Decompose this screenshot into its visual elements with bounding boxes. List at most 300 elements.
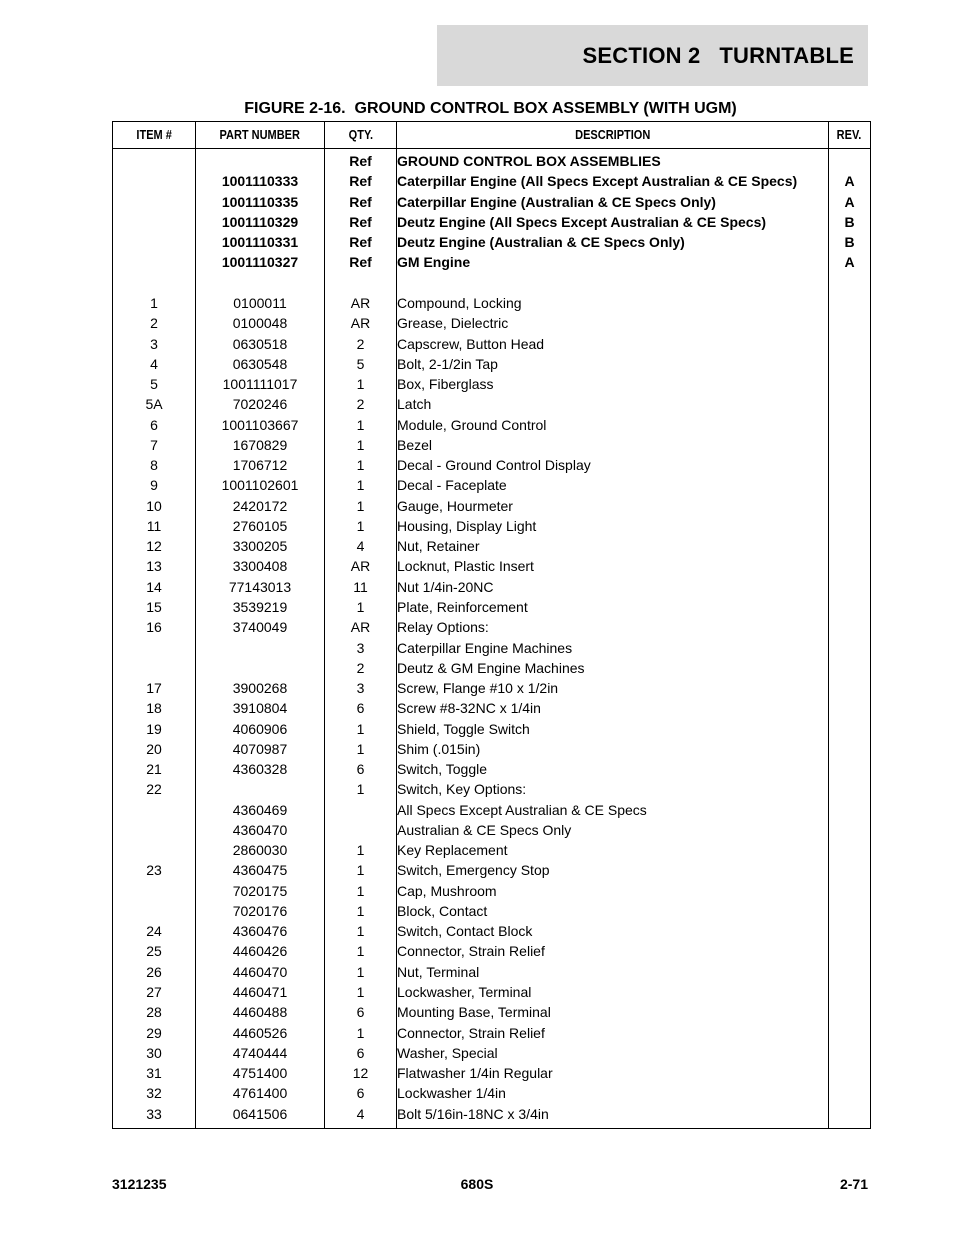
item-number-cell: 31 bbox=[113, 1063, 196, 1083]
revision-cell bbox=[829, 354, 871, 374]
description-cell: Nut 1/4in-20NC bbox=[397, 577, 829, 597]
part-number-cell: 7020175 bbox=[196, 881, 325, 901]
revision-cell bbox=[829, 1063, 871, 1083]
table-row bbox=[113, 496, 871, 516]
footer-model: 680S bbox=[460, 1176, 494, 1192]
revision-cell bbox=[829, 840, 871, 860]
item-number-cell: 5A bbox=[113, 394, 196, 414]
item-number-cell: 16 bbox=[113, 617, 196, 637]
description-cell: Compound, Locking bbox=[397, 293, 829, 313]
part-number-cell: 1670829 bbox=[196, 435, 325, 455]
description-cell: Screw, Flange #10 x 1/2in bbox=[397, 678, 829, 698]
revision-cell: A bbox=[829, 192, 871, 212]
table-row bbox=[113, 718, 871, 738]
description-cell: Flatwasher 1/4in Regular bbox=[397, 1063, 829, 1083]
part-number-cell: 3910804 bbox=[196, 698, 325, 718]
quantity-cell bbox=[325, 800, 397, 820]
figure-title: FIGURE 2-16. GROUND CONTROL BOX ASSEMBLY (WITH UGM) bbox=[244, 100, 737, 117]
revision-cell bbox=[829, 982, 871, 1002]
quantity-cell: AR bbox=[325, 617, 397, 637]
table-row bbox=[113, 637, 871, 657]
revision-cell bbox=[829, 1022, 871, 1042]
column-header-rev: REV. bbox=[829, 122, 871, 149]
part-number-cell: 4070987 bbox=[196, 739, 325, 759]
table-row bbox=[113, 860, 871, 880]
table-row bbox=[113, 1063, 871, 1083]
table-header-row bbox=[113, 122, 871, 149]
item-number-cell bbox=[113, 273, 196, 293]
description-cell: Locknut, Plastic Insert bbox=[397, 556, 829, 576]
description-cell: Switch, Contact Block bbox=[397, 921, 829, 941]
description-cell: GROUND CONTROL BOX ASSEMBLIES bbox=[397, 149, 829, 172]
description-cell: Capscrew, Button Head bbox=[397, 333, 829, 353]
description-cell: Bezel bbox=[397, 435, 829, 455]
description-cell: Block, Contact bbox=[397, 901, 829, 921]
table-row bbox=[113, 313, 871, 333]
table-row bbox=[113, 192, 871, 212]
table-row bbox=[113, 658, 871, 678]
item-number-cell bbox=[113, 171, 196, 191]
quantity-cell bbox=[325, 820, 397, 840]
item-number-cell bbox=[113, 149, 196, 172]
quantity-cell: 1 bbox=[325, 496, 397, 516]
description-cell: Cap, Mushroom bbox=[397, 881, 829, 901]
table-row bbox=[113, 800, 871, 820]
description-cell: Switch, Key Options: bbox=[397, 779, 829, 799]
revision-cell bbox=[829, 658, 871, 678]
quantity-cell: 1 bbox=[325, 860, 397, 880]
table-row bbox=[113, 414, 871, 434]
item-number-cell bbox=[113, 820, 196, 840]
quantity-cell: AR bbox=[325, 293, 397, 313]
description-cell: Lockwasher 1/4in bbox=[397, 1083, 829, 1103]
item-number-cell: 21 bbox=[113, 759, 196, 779]
table-row bbox=[113, 171, 871, 191]
description-cell: Washer, Special bbox=[397, 1043, 829, 1063]
revision-cell bbox=[829, 1103, 871, 1128]
table-row bbox=[113, 698, 871, 718]
description-cell: Decal - Ground Control Display bbox=[397, 455, 829, 475]
description-cell: Australian & CE Specs Only bbox=[397, 820, 829, 840]
part-number-cell bbox=[196, 658, 325, 678]
item-number-cell: 28 bbox=[113, 1002, 196, 1022]
revision-cell bbox=[829, 536, 871, 556]
item-number-cell: 17 bbox=[113, 678, 196, 698]
table-row bbox=[113, 536, 871, 556]
revision-cell bbox=[829, 820, 871, 840]
table-row bbox=[113, 212, 871, 232]
quantity-cell: 1 bbox=[325, 840, 397, 860]
table-row bbox=[113, 921, 871, 941]
column-header-part-number: PART NUMBER bbox=[196, 122, 325, 149]
quantity-cell: 1 bbox=[325, 516, 397, 536]
quantity-cell: 11 bbox=[325, 577, 397, 597]
table-row bbox=[113, 273, 871, 293]
item-number-cell bbox=[113, 637, 196, 657]
description-cell: Shield, Toggle Switch bbox=[397, 718, 829, 738]
quantity-cell: Ref bbox=[325, 232, 397, 252]
quantity-cell: 1 bbox=[325, 982, 397, 1002]
part-number-cell: 1001110335 bbox=[196, 192, 325, 212]
footer-document-number: 3121235 bbox=[112, 1176, 167, 1192]
table-row bbox=[113, 881, 871, 901]
item-number-cell: 23 bbox=[113, 860, 196, 880]
table-row bbox=[113, 597, 871, 617]
table-row bbox=[113, 435, 871, 455]
quantity-cell: 3 bbox=[325, 678, 397, 698]
item-number-cell: 10 bbox=[113, 496, 196, 516]
part-number-cell: 1001110327 bbox=[196, 252, 325, 272]
revision-cell bbox=[829, 374, 871, 394]
item-number-cell: 2 bbox=[113, 313, 196, 333]
description-cell: Connector, Strain Relief bbox=[397, 941, 829, 961]
revision-cell bbox=[829, 718, 871, 738]
revision-cell bbox=[829, 739, 871, 759]
part-number-cell: 4761400 bbox=[196, 1083, 325, 1103]
revision-cell bbox=[829, 678, 871, 698]
part-number-cell: 2420172 bbox=[196, 496, 325, 516]
table-row bbox=[113, 1083, 871, 1103]
part-number-cell: 0100048 bbox=[196, 313, 325, 333]
revision-cell bbox=[829, 273, 871, 293]
quantity-cell: 5 bbox=[325, 354, 397, 374]
table-row bbox=[113, 901, 871, 921]
quantity-cell: 3 bbox=[325, 637, 397, 657]
description-cell: Screw #8-32NC x 1/4in bbox=[397, 698, 829, 718]
table-row bbox=[113, 293, 871, 313]
item-number-cell bbox=[113, 252, 196, 272]
revision-cell: A bbox=[829, 252, 871, 272]
part-number-cell: 0630548 bbox=[196, 354, 325, 374]
part-number-cell: 4460471 bbox=[196, 982, 325, 1002]
description-cell: Nut, Terminal bbox=[397, 962, 829, 982]
revision-cell bbox=[829, 475, 871, 495]
quantity-cell: 1 bbox=[325, 921, 397, 941]
revision-cell bbox=[829, 455, 871, 475]
revision-cell bbox=[829, 800, 871, 820]
quantity-cell: 1 bbox=[325, 941, 397, 961]
quantity-cell: 1 bbox=[325, 779, 397, 799]
item-number-cell: 15 bbox=[113, 597, 196, 617]
part-number-cell: 4460526 bbox=[196, 1022, 325, 1042]
revision-cell bbox=[829, 1043, 871, 1063]
item-number-cell bbox=[113, 800, 196, 820]
quantity-cell: 4 bbox=[325, 1103, 397, 1128]
part-number-cell: 4460426 bbox=[196, 941, 325, 961]
parts-table-body bbox=[113, 149, 871, 1129]
item-number-cell: 26 bbox=[113, 962, 196, 982]
description-cell: Connector, Strain Relief bbox=[397, 1022, 829, 1042]
item-number-cell: 25 bbox=[113, 941, 196, 961]
item-number-cell: 29 bbox=[113, 1022, 196, 1042]
revision-cell bbox=[829, 962, 871, 982]
part-number-cell: 4360470 bbox=[196, 820, 325, 840]
column-header-qty: QTY. bbox=[325, 122, 397, 149]
revision-cell: B bbox=[829, 232, 871, 252]
item-number-cell: 4 bbox=[113, 354, 196, 374]
part-number-cell: 1001103667 bbox=[196, 414, 325, 434]
revision-cell bbox=[829, 921, 871, 941]
description-cell: Shim (.015in) bbox=[397, 739, 829, 759]
table-row bbox=[113, 149, 871, 172]
quantity-cell: 1 bbox=[325, 597, 397, 617]
table-row bbox=[113, 779, 871, 799]
item-number-cell: 12 bbox=[113, 536, 196, 556]
quantity-cell: 1 bbox=[325, 374, 397, 394]
quantity-cell: Ref bbox=[325, 171, 397, 191]
item-number-cell bbox=[113, 658, 196, 678]
quantity-cell: 6 bbox=[325, 1002, 397, 1022]
part-number-cell: 3900268 bbox=[196, 678, 325, 698]
table-row bbox=[113, 516, 871, 536]
quantity-cell: 1 bbox=[325, 962, 397, 982]
part-number-cell: 7020246 bbox=[196, 394, 325, 414]
description-cell: Deutz & GM Engine Machines bbox=[397, 658, 829, 678]
description-cell: Deutz Engine (All Specs Except Australian & CE Specs) bbox=[397, 212, 829, 232]
item-number-cell: 6 bbox=[113, 414, 196, 434]
item-number-cell bbox=[113, 901, 196, 921]
part-number-cell: 77143013 bbox=[196, 577, 325, 597]
part-number-cell: 1001110329 bbox=[196, 212, 325, 232]
description-cell: Nut, Retainer bbox=[397, 536, 829, 556]
quantity-cell: 1 bbox=[325, 475, 397, 495]
part-number-cell bbox=[196, 637, 325, 657]
part-number-cell: 4360476 bbox=[196, 921, 325, 941]
quantity-cell: AR bbox=[325, 313, 397, 333]
item-number-cell: 3 bbox=[113, 333, 196, 353]
revision-cell bbox=[829, 435, 871, 455]
quantity-cell: Ref bbox=[325, 192, 397, 212]
footer-page-number: 2-71 bbox=[839, 1176, 868, 1192]
quantity-cell: 1 bbox=[325, 901, 397, 921]
part-number-cell: 3740049 bbox=[196, 617, 325, 637]
table-row bbox=[113, 333, 871, 353]
table-row bbox=[113, 1043, 871, 1063]
item-number-cell bbox=[113, 192, 196, 212]
item-number-cell: 18 bbox=[113, 698, 196, 718]
quantity-cell: 1 bbox=[325, 455, 397, 475]
description-cell: Relay Options: bbox=[397, 617, 829, 637]
item-number-cell: 14 bbox=[113, 577, 196, 597]
description-cell: Switch, Emergency Stop bbox=[397, 860, 829, 880]
item-number-cell: 33 bbox=[113, 1103, 196, 1128]
revision-cell bbox=[829, 496, 871, 516]
description-cell: Housing, Display Light bbox=[397, 516, 829, 536]
revision-cell bbox=[829, 779, 871, 799]
table-row bbox=[113, 962, 871, 982]
table-row bbox=[113, 739, 871, 759]
quantity-cell: Ref bbox=[325, 252, 397, 272]
table-row bbox=[113, 617, 871, 637]
part-number-cell: 1706712 bbox=[196, 455, 325, 475]
part-number-cell: 0641506 bbox=[196, 1103, 325, 1128]
revision-cell bbox=[829, 1002, 871, 1022]
description-cell: Key Replacement bbox=[397, 840, 829, 860]
revision-cell bbox=[829, 577, 871, 597]
revision-cell bbox=[829, 860, 871, 880]
parts-table bbox=[112, 121, 871, 1129]
table-row bbox=[113, 354, 871, 374]
description-cell: Bolt 5/16in-18NC x 3/4in bbox=[397, 1103, 829, 1128]
part-number-cell: 4360328 bbox=[196, 759, 325, 779]
part-number-cell: 7020176 bbox=[196, 901, 325, 921]
part-number-cell: 4060906 bbox=[196, 718, 325, 738]
quantity-cell: 2 bbox=[325, 333, 397, 353]
item-number-cell: 19 bbox=[113, 718, 196, 738]
part-number-cell bbox=[196, 149, 325, 172]
table-row bbox=[113, 556, 871, 576]
revision-cell bbox=[829, 881, 871, 901]
part-number-cell: 4740444 bbox=[196, 1043, 325, 1063]
table-row bbox=[113, 455, 871, 475]
item-number-cell: 27 bbox=[113, 982, 196, 1002]
part-number-cell: 2860030 bbox=[196, 840, 325, 860]
table-row bbox=[113, 232, 871, 252]
item-number-cell: 13 bbox=[113, 556, 196, 576]
quantity-cell: 1 bbox=[325, 739, 397, 759]
quantity-cell: Ref bbox=[325, 149, 397, 172]
quantity-cell: 1 bbox=[325, 414, 397, 434]
revision-cell bbox=[829, 414, 871, 434]
part-number-cell: 0630518 bbox=[196, 333, 325, 353]
part-number-cell: 4360469 bbox=[196, 800, 325, 820]
description-cell bbox=[397, 273, 829, 293]
table-row bbox=[113, 1002, 871, 1022]
quantity-cell: 6 bbox=[325, 1083, 397, 1103]
item-number-cell: 22 bbox=[113, 779, 196, 799]
description-cell: Bolt, 2-1/2in Tap bbox=[397, 354, 829, 374]
revision-cell bbox=[829, 617, 871, 637]
item-number-cell: 24 bbox=[113, 921, 196, 941]
revision-cell bbox=[829, 149, 871, 172]
column-header-description: DESCRIPTION bbox=[397, 122, 829, 149]
revision-cell bbox=[829, 597, 871, 617]
item-number-cell: 9 bbox=[113, 475, 196, 495]
part-number-cell: 4751400 bbox=[196, 1063, 325, 1083]
part-number-cell: 3300205 bbox=[196, 536, 325, 556]
description-cell: All Specs Except Australian & CE Specs bbox=[397, 800, 829, 820]
revision-cell: B bbox=[829, 212, 871, 232]
table-row bbox=[113, 475, 871, 495]
quantity-cell: 6 bbox=[325, 1043, 397, 1063]
quantity-cell bbox=[325, 273, 397, 293]
part-number-cell: 2760105 bbox=[196, 516, 325, 536]
description-cell: Caterpillar Engine (Australian & CE Specs Only) bbox=[397, 192, 829, 212]
revision-cell bbox=[829, 1083, 871, 1103]
part-number-cell: 3539219 bbox=[196, 597, 325, 617]
table-row bbox=[113, 678, 871, 698]
description-cell: Deutz Engine (Australian & CE Specs Only) bbox=[397, 232, 829, 252]
table-row bbox=[113, 941, 871, 961]
section-title: SECTION 2 TURNTABLE bbox=[582, 42, 854, 68]
part-number-cell: 4460470 bbox=[196, 962, 325, 982]
description-cell: Switch, Toggle bbox=[397, 759, 829, 779]
quantity-cell: 1 bbox=[325, 1022, 397, 1042]
quantity-cell: AR bbox=[325, 556, 397, 576]
part-number-cell bbox=[196, 779, 325, 799]
section-header bbox=[437, 25, 868, 86]
item-number-cell bbox=[113, 232, 196, 252]
item-number-cell: 20 bbox=[113, 739, 196, 759]
quantity-cell: 1 bbox=[325, 881, 397, 901]
table-row bbox=[113, 820, 871, 840]
part-number-cell bbox=[196, 273, 325, 293]
description-cell: Box, Fiberglass bbox=[397, 374, 829, 394]
revision-cell bbox=[829, 698, 871, 718]
quantity-cell: 1 bbox=[325, 435, 397, 455]
item-number-cell: 8 bbox=[113, 455, 196, 475]
description-cell: Lockwasher, Terminal bbox=[397, 982, 829, 1002]
part-number-cell: 1001110331 bbox=[196, 232, 325, 252]
part-number-cell: 3300408 bbox=[196, 556, 325, 576]
item-number-cell: 32 bbox=[113, 1083, 196, 1103]
part-number-cell: 1001102601 bbox=[196, 475, 325, 495]
table-row bbox=[113, 252, 871, 272]
quantity-cell: 6 bbox=[325, 759, 397, 779]
item-number-cell bbox=[113, 212, 196, 232]
revision-cell bbox=[829, 901, 871, 921]
item-number-cell: 5 bbox=[113, 374, 196, 394]
part-number-cell: 1001110333 bbox=[196, 171, 325, 191]
description-cell: Decal - Faceplate bbox=[397, 475, 829, 495]
revision-cell bbox=[829, 516, 871, 536]
revision-cell bbox=[829, 333, 871, 353]
description-cell: Caterpillar Engine Machines bbox=[397, 637, 829, 657]
revision-cell bbox=[829, 637, 871, 657]
table-row bbox=[113, 394, 871, 414]
part-number-cell: 4460488 bbox=[196, 1002, 325, 1022]
item-number-cell: 7 bbox=[113, 435, 196, 455]
table-row bbox=[113, 982, 871, 1002]
item-number-cell bbox=[113, 840, 196, 860]
description-cell: Gauge, Hourmeter bbox=[397, 496, 829, 516]
description-cell: Plate, Reinforcement bbox=[397, 597, 829, 617]
description-cell: Caterpillar Engine (All Specs Except Australian & CE Specs) bbox=[397, 171, 829, 191]
revision-cell bbox=[829, 293, 871, 313]
quantity-cell: 1 bbox=[325, 718, 397, 738]
part-number-cell: 4360475 bbox=[196, 860, 325, 880]
quantity-cell: 6 bbox=[325, 698, 397, 718]
revision-cell bbox=[829, 313, 871, 333]
revision-cell bbox=[829, 394, 871, 414]
quantity-cell: Ref bbox=[325, 212, 397, 232]
item-number-cell: 30 bbox=[113, 1043, 196, 1063]
table-row bbox=[113, 1022, 871, 1042]
column-header-item: ITEM # bbox=[113, 122, 196, 149]
description-cell: Latch bbox=[397, 394, 829, 414]
revision-cell bbox=[829, 759, 871, 779]
quantity-cell: 12 bbox=[325, 1063, 397, 1083]
item-number-cell: 1 bbox=[113, 293, 196, 313]
table-row bbox=[113, 1103, 871, 1128]
part-number-cell: 1001111017 bbox=[196, 374, 325, 394]
table-row bbox=[113, 374, 871, 394]
description-cell: GM Engine bbox=[397, 252, 829, 272]
description-cell: Grease, Dielectric bbox=[397, 313, 829, 333]
part-number-cell: 0100011 bbox=[196, 293, 325, 313]
table-row bbox=[113, 840, 871, 860]
item-number-cell: 11 bbox=[113, 516, 196, 536]
description-cell: Module, Ground Control bbox=[397, 414, 829, 434]
quantity-cell: 2 bbox=[325, 658, 397, 678]
table-row bbox=[113, 577, 871, 597]
revision-cell bbox=[829, 941, 871, 961]
revision-cell: A bbox=[829, 171, 871, 191]
quantity-cell: 4 bbox=[325, 536, 397, 556]
item-number-cell bbox=[113, 881, 196, 901]
revision-cell bbox=[829, 556, 871, 576]
table-row bbox=[113, 759, 871, 779]
